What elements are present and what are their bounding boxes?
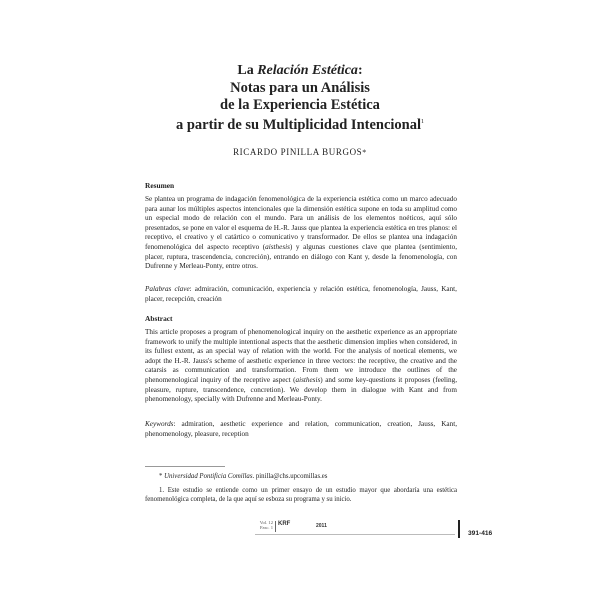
footnotes xyxy=(145,472,457,504)
volume-number: Vol. 12 xyxy=(259,520,273,525)
resumen-text xyxy=(145,195,457,272)
affil-institution: Universidad Pontificia Comillas xyxy=(164,473,253,480)
article-title xyxy=(110,62,490,134)
resumen-keywords xyxy=(145,285,457,304)
footer-rule xyxy=(255,534,455,535)
title-line-4-text: a partir de su Multiplicidad Intencional xyxy=(175,116,422,133)
title-prefix: La xyxy=(237,63,258,78)
resumen-text-b: ) y algunas cuestiones clave que plantea (sentimiento, placer, ruptura, trascendencia, concreción), entrando en diálogo con Kant y, desde la fenomenología, con Dufrenne y Merleau-Ponty, entre otros. xyxy=(145,242,457,271)
footer-divider xyxy=(275,521,276,532)
abstract-keywords xyxy=(145,420,457,439)
journal-footer xyxy=(255,520,455,534)
author-name xyxy=(110,147,490,157)
abstract-italic: aisthesis xyxy=(295,375,321,384)
keywords-label-es: Palabras clave xyxy=(145,285,190,293)
abstract-text-a: This article proposes a program of phenomenological inquiry on the aesthetic experience as an appropriate framework to unify the multiple intentional aspects that the aesthetic dimension implies when considered, in its fullest extent, as an special way of relation with the world. For the analysis of noetical elements, we adopt the H.-R. Jauss's scheme of aesthetic experience in three vectors: the receptive, the creative and the catarsis as communication and transformation. From them we introduce the outlines of the phenomenological inquiry of the receptive aspect ( xyxy=(145,328,457,384)
page-range: 391-416 xyxy=(468,530,493,537)
resumen-heading: Resumen xyxy=(145,181,175,190)
abstract-text xyxy=(145,328,457,405)
footnote-affiliation xyxy=(145,472,457,481)
title-footnote-mark[interactable]: 1 xyxy=(421,119,425,125)
keywords-es: : admiración, comunicación, experiencia y relación estética, fenomenología, Jauss, Kant, placer, recepción, creación xyxy=(145,285,457,303)
keywords-en: : admiration, aesthetic experience and relation, communication, creation, Jauss, Kant, phenomenology, pleasure, reception xyxy=(145,420,457,438)
title-line-2: Notas para un Análisis xyxy=(230,80,370,96)
title-line-3: de la Experiencia Estética xyxy=(220,97,380,113)
page-range-bar xyxy=(458,520,460,538)
abstract-heading: Abstract xyxy=(145,314,173,323)
author-name-text: RICARDO PINILLA BURGOS xyxy=(233,147,363,157)
title-line-4 xyxy=(110,114,490,134)
volume-info xyxy=(255,520,273,530)
publication-year: 2011 xyxy=(316,523,327,529)
title-colon: : xyxy=(357,63,363,78)
footnote-1: 1. Este estudio se entiende como un primer ensayo de un estudio mayor que abordaría una estética fenomenológica completa, de la que aquí se esboza su programa y su inicio. xyxy=(145,487,457,503)
title-line-1 xyxy=(110,62,490,80)
resumen-text-a: Se plantea un programa de indagación fenomenológica de la experiencia estética como un marco adecuado para aunar los múltiples aspectos intencionales que la dimensión estética supone en toda su amplitud como un especial modo de relación con el mundo. Para un análisis de los elementos noéticos, aquí sólo presentados, se pone en valor el esquema de H.-R. Jauss que plantea la experiencia estética en tres planos: el receptivo, el creativo y el catártico o comunicativo y transformador. De ellos se plantea una indagación fenomenológica del aspecto receptivo ( xyxy=(145,195,457,251)
affil-email[interactable]: pinilla@chs.upcomillas.es xyxy=(255,473,328,480)
abstract-text-b: ) and some key-questions it proposes (feeling, pleasure, rupture, transcendence, concretion). We develop them in dialogue with Kant and from phenomenology, specially with Dufrenne and Merleau-Ponty. xyxy=(145,375,458,404)
title-italic: Relación Estética xyxy=(257,63,358,78)
footnote-rule xyxy=(145,466,225,467)
resumen-italic: aisthesis xyxy=(265,242,290,251)
author-footnote-mark[interactable]: * xyxy=(362,148,367,157)
affil-mark: * xyxy=(159,473,165,480)
affil-sep: . xyxy=(252,473,256,480)
fascicle-number: Fasc. 1 xyxy=(259,525,273,531)
keywords-label-en: Keywords xyxy=(145,420,174,428)
journal-logo-icon: KRF xyxy=(278,521,291,527)
